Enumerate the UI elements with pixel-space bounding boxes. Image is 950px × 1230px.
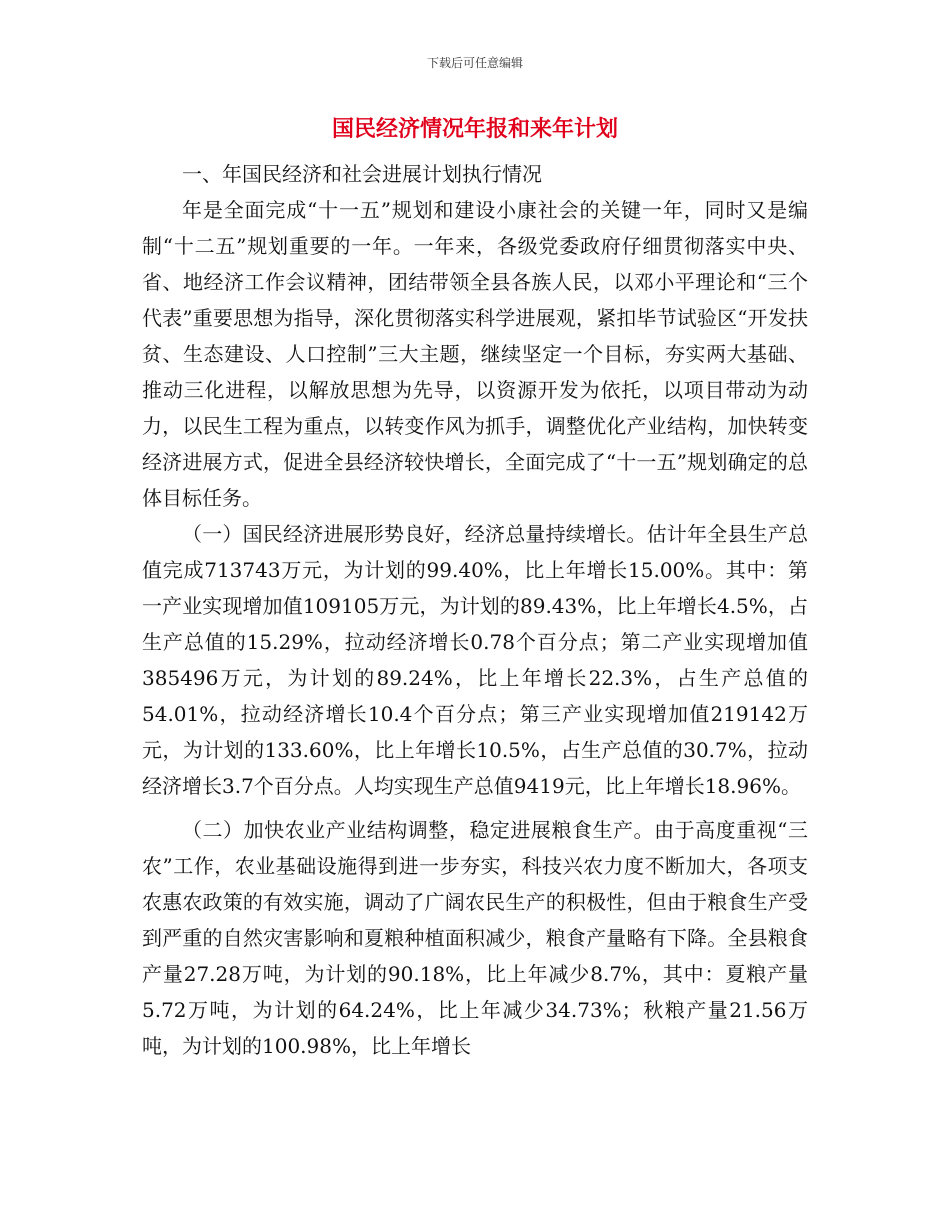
- paragraph-agriculture: （二）加快农业产业结构调整，稳定进展粮食生产。由于高度重视“三农”工作，农业基础设施得到进一步夯实，科技兴农力度不断加大，各项支农惠农政策的有效实施，调动了广阔农民生产的积极性，但由于粮食生产受到严重的自然灾害影响和夏粮种植面积减少，粮食产量略有下降。全县粮食产量27.28万吨，为计划的90.18%，比上年减少8.7%，其中：夏粮产量5.72万吨，为计划的64.24%，比上年减少34.73%；秋粮产量21.56万吨，为计划的100.98%，比上年增长: [142, 818, 808, 1058]
- header-note: 下载后可任意编辑: [426, 56, 523, 70]
- section-heading: 一、年国民经济和社会进展计划执行情况: [182, 162, 542, 186]
- document-body: [142, 156, 808, 1064]
- paragraph-overview: 年是全面完成“十一五”规划和建设小康社会的关键一年，同时又是编制“十二五”规划重要的一年。一年来，各级党委政府仔细贯彻落实中央、省、地经济工作会议精神，团结带领全县各族人民，以邓小平理论和“三个代表”重要思想为指导，深化贯彻落实科学进展观，紧扣毕节试验区“开发扶贫、生态建设、人口控制”三大主题，继续坚定一个目标，夯实两大基础、推动三化进程，以解放思想为先导，以资源开发为依托，以项目带动为动力，以民生工程为重点，以转变作风为抓手，调整优化产业结构，加快转变经济进展方式，促进全县经济较快增长，全面完成了“十一五”规划确定的总体目标任务。: [142, 198, 808, 510]
- document-title: 国民经济情况年报和来年计划: [331, 117, 618, 142]
- paragraph-economy: （一）国民经济进展形势良好，经济总量持续增长。估计年全县生产总值完成713743万元，为计划的99.40%，比上年增长15.00%。其中：第一产业实现增加值109105万元，为计划的89.43%，比上年增长4.5%，占生产总值的15.29%，拉动经济增长0.78个百分点；第二产业实现增加值385496万元，为计划的89.24%，比上年增长22.3%，占生产总值的54.01%，拉动经济增长10.4个百分点；第三产业实现增加值219142万元，为计划的133.60%，比上年增长10.5%，占生产总值的30.7%，拉动经济增长3.7个百分点。人均实现生产总值9419元，比上年增长18.96%。: [142, 522, 808, 798]
